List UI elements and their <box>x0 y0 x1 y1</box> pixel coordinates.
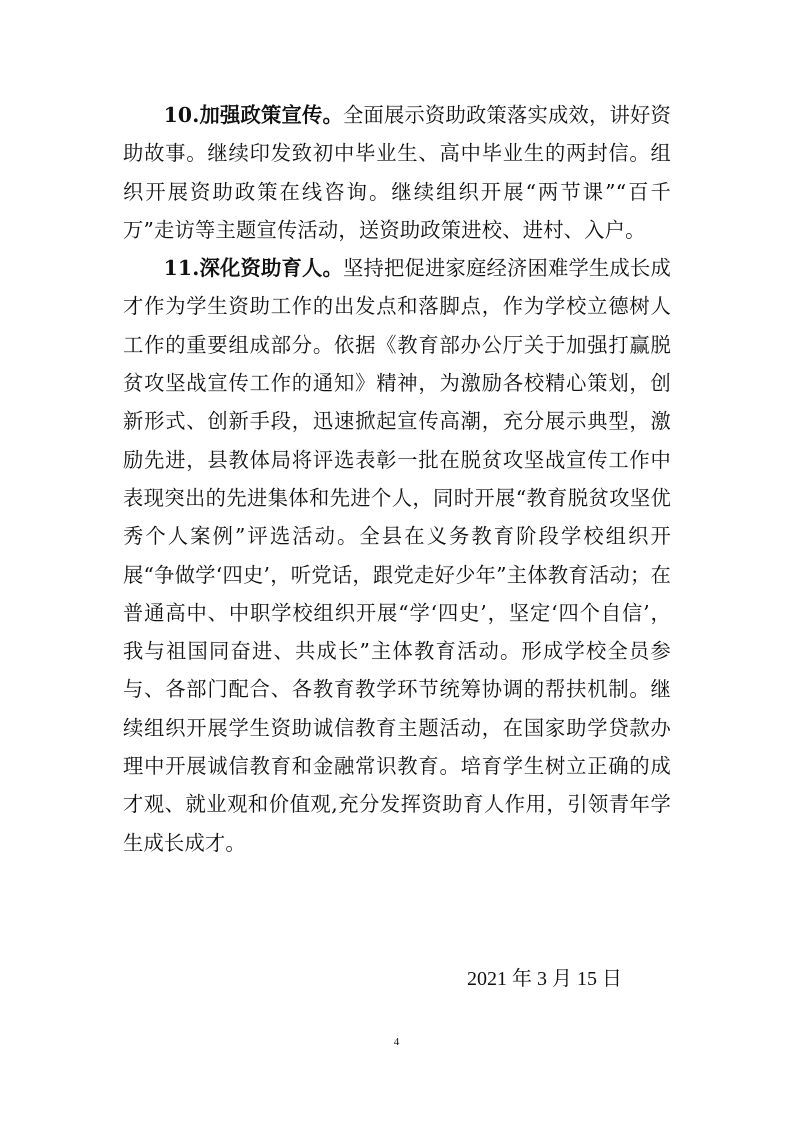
paragraph-heading: 10.加强政策宣传。 <box>163 103 343 127</box>
document-date: 2021 年 3 月 15 日 <box>467 968 622 990</box>
paragraph-heading: 11.深化资助育人。 <box>163 256 343 281</box>
paragraph-policy-publicity <box>123 96 671 249</box>
paragraph-text: 坚持把促进家庭经济困难学生成长成才作为学生资助工作的出发点和落脚点，作为学校立德树人工作的重要组成部分。依据《教育部办公厅关于加强打赢脱贫攻坚战宣传工作的通知》精神，为激励各校精心策划，创新形式、创新手段，迅速掀起宣传高潮，充分展示典型，激励先进，县教体局将评选表彰一批在脱贫攻坚战宣传工作中表现突出的先进集体和先进个人，同时开展“教育脱贫攻坚优秀个人案例”评选活动。全县在义务教育阶段学校组织开展“争做学‘四史’，听党话，跟党走好少年”主体教育活动；在普通高中、中职学校组织开展“学‘四史’，坚定‘四个自信’，我与祖国同奋进、共成长”主体教育活动。形成学校全员参与、各部门配合、各教育教学环节统筹协调的帮扶机制。继续组织开展学生资助诚信教育主题活动，在国家助学贷款办理中开展诚信教育和金融常识教育。培育学生树立正确的成才观、就业观和价值观,充分发挥资助育人作用，引领青年学生成长成才。 <box>123 256 671 855</box>
paragraph-funding-education <box>123 249 671 862</box>
page-number: 4 <box>393 1036 400 1048</box>
document-body <box>123 96 671 862</box>
paragraph-text: 全面展示资助政策落实成效，讲好资助故事。继续印发致初中毕业生、高中毕业生的两封信。组织开展资助政策在线咨询。继续组织开展“两节课”“百千万”走访等主题宣传活动，送资助政策进校、进村、入户。 <box>123 103 671 242</box>
